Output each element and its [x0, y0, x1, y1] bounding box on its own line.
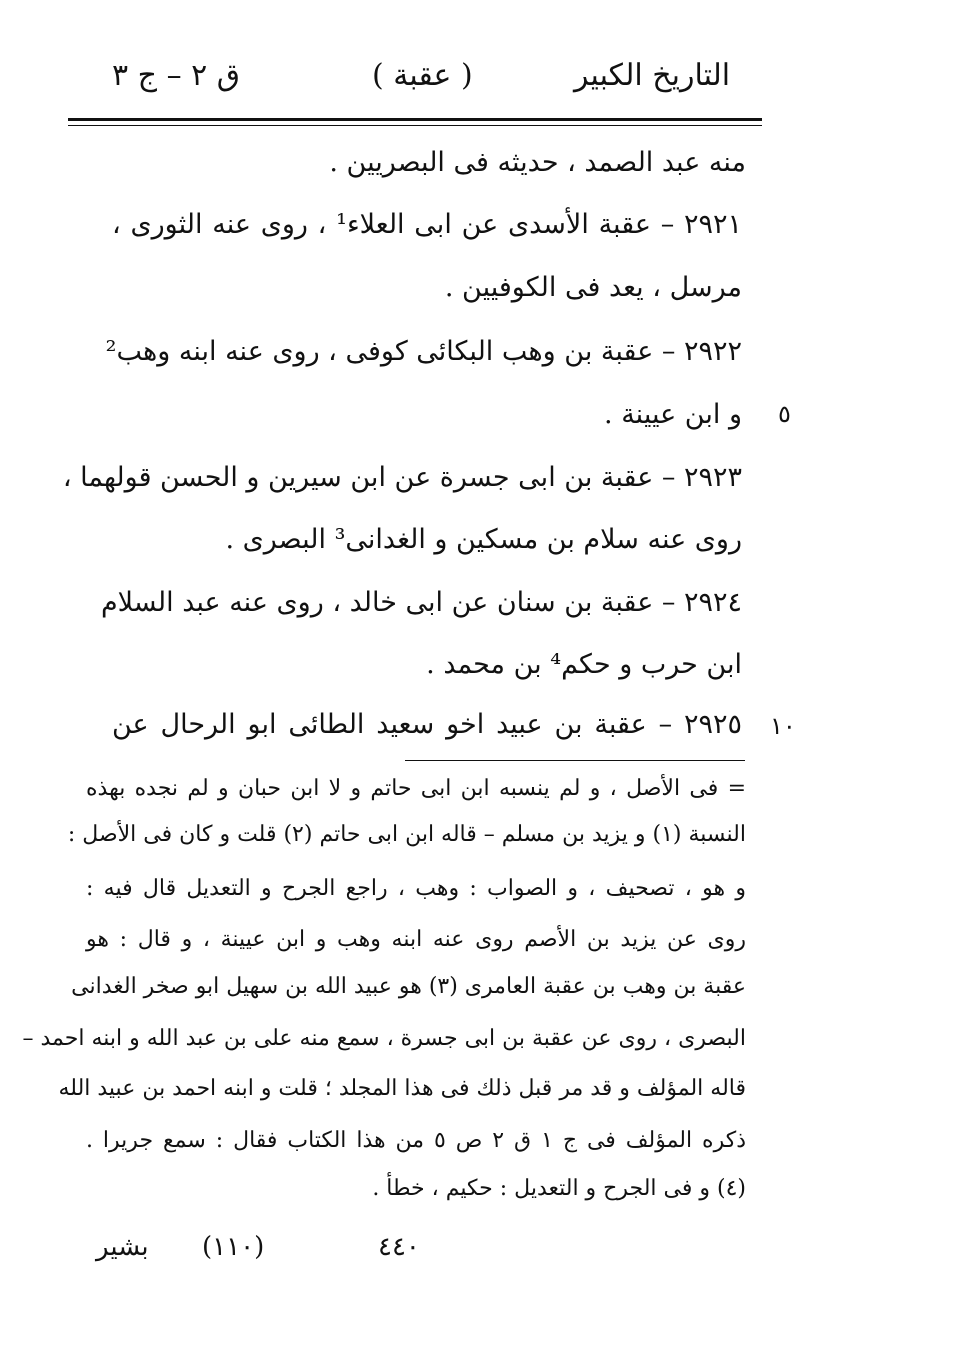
section-title: ( عقبة )	[372, 58, 473, 93]
footnote-line: (٤) و فى الجرح و التعديل : حكيم ، خطأ .	[372, 1176, 746, 1201]
page-number: ٤٤٠	[378, 1232, 420, 1262]
footnote-line: ذكره المؤلف فى ج ١ ق ٢ ص ٥ من هذا الكتاب فقال : سمع جريرا .	[86, 1128, 746, 1153]
body-line: روى عنه سلام بن مسكين و الغدانى³ البصرى .	[225, 524, 742, 555]
footnote-line: عقبة بن وهب بن عقبة العامرى (٣) هو عبيد الله بن سهيل ابو صخر الغدانى	[71, 974, 746, 999]
footnote-line: روى عن يزيد بن الأصم روى عنه ابنه وهب و ابن عيينة ، و قال : هو	[86, 927, 746, 952]
entry-2921: ٢٩٢١ – عقبة الأسدى عن ابى العلاء¹ ، روى عنه الثورى ،	[112, 209, 742, 240]
printer-mark: بشير	[96, 1232, 149, 1262]
entry-2923: ٢٩٢٣ – عقبة بن ابى جسرة عن ابن سيرين و الحسن قولهما ،	[62, 462, 742, 493]
body-line: ابن حرب و حكم⁴ بن محمد .	[426, 649, 742, 680]
entry-2925: ٢٩٢٥ – عقبة بن عبيد اخو سعيد الطائى ابو الرحال عن	[112, 709, 742, 740]
footnote-line: و هو ، تصحيف ، و الصواب : وهب ، راجع الجرح و التعديل قال فيه :	[86, 876, 746, 901]
footnote-line: البصرى ، روى عن عقبة بن ابى جسرة ، سمع منه على بن عبد الله و ابنه احمد –	[22, 1026, 746, 1051]
sheet-number: (١١٠)	[202, 1232, 265, 1262]
book-title: التاريخ الكبير	[574, 58, 731, 93]
body-line: مرسل ، يعد فى الكوفيين .	[444, 272, 742, 303]
entry-2922: ٢٩٢٢ – عقبة بن وهب البكائى كوفى ، روى عنه ابنه وهب²	[105, 336, 742, 367]
line-number-10: ١٠	[770, 712, 796, 740]
entry-2924: ٢٩٢٤ – عقبة بن سنان عن ابى خالد ، روى عنه عبد السلام	[100, 587, 742, 618]
header-rule-thin	[68, 125, 762, 126]
body-line: منه عبد الصمد ، حديثه فى البصريين .	[329, 147, 746, 178]
footnote-line: قاله المؤلف و قد مر قبل ذلك فى هذا المجلد ؛ قلت و ابنه احمد بن عبيد الله	[58, 1076, 746, 1101]
line-number-5: ٥	[778, 400, 791, 428]
part-volume-label: ق ٢ – ج ٣	[112, 58, 241, 93]
footnote-separator	[405, 760, 745, 761]
footnote-line: = فى الأصل ، و لم ينسبه ابن ابى حاتم و لا ابن حبان و لم نجده بهذه	[86, 776, 746, 801]
body-line: و ابن عيينة .	[604, 399, 742, 430]
footnote-line: النسبة (١) و يزيد بن مسلم – قاله ابن ابى حاتم (٢) قلت و كان فى الأصل :	[67, 822, 746, 847]
header-rule-thick	[68, 118, 762, 121]
